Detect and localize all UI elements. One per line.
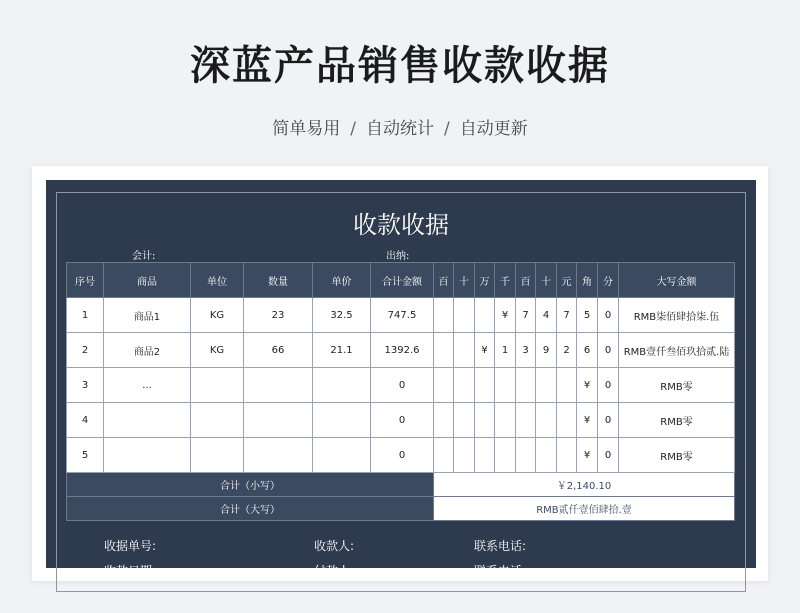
cashier-label: 出纳: <box>386 251 410 262</box>
digit-cell: 1 <box>495 333 516 368</box>
digit-cell: 0 <box>598 438 619 473</box>
payee-phone-label: 联系电话: <box>474 539 527 553</box>
digit-cell: ¥ <box>577 368 598 403</box>
column-header: 十 <box>454 263 475 298</box>
total-amount-cell: 0 <box>371 438 434 473</box>
digit-cell <box>454 438 475 473</box>
total-amount-cell: 1392.6 <box>371 333 434 368</box>
feature-tags <box>0 114 800 139</box>
table-row <box>67 333 735 368</box>
item-cell: 商品2 <box>104 333 191 368</box>
digit-cell <box>454 368 475 403</box>
digit-cell: 0 <box>598 368 619 403</box>
digit-cell: 0 <box>598 403 619 438</box>
row-number-cell: 1 <box>67 298 104 333</box>
unit-cell <box>191 368 244 403</box>
accountant-label: 会计: <box>132 251 156 262</box>
table-row <box>67 438 735 473</box>
item-cell <box>104 438 191 473</box>
item-cell: ... <box>104 368 191 403</box>
total-small-label: 合计（小写） <box>67 473 434 497</box>
receipt-table <box>66 262 735 521</box>
digit-cell <box>475 298 495 333</box>
unit-price-cell <box>313 403 371 438</box>
digit-cell <box>516 403 536 438</box>
digit-cell <box>557 368 577 403</box>
digit-cell: 5 <box>577 298 598 333</box>
receipt-number-label: 收据单号: <box>104 539 157 553</box>
digit-cell <box>434 403 454 438</box>
row-number-cell: 3 <box>67 368 104 403</box>
total-upper-row <box>67 497 735 521</box>
column-header: 分 <box>598 263 619 298</box>
digit-cell <box>475 368 495 403</box>
total-small-value: ￥2,140.10 <box>434 473 735 497</box>
column-header: 十 <box>536 263 557 298</box>
column-header: 百 <box>434 263 454 298</box>
tag-auto-stat: 自动统计 <box>366 119 434 139</box>
quantity-cell <box>244 368 313 403</box>
table-row <box>67 368 735 403</box>
row-number-cell: 2 <box>67 333 104 368</box>
payer-label: 付款人: <box>314 564 355 578</box>
item-cell <box>104 403 191 438</box>
total-amount-cell: 747.5 <box>371 298 434 333</box>
digit-cell: ¥ <box>577 438 598 473</box>
tag-easy: 简单易用 <box>272 119 341 139</box>
digit-cell <box>475 438 495 473</box>
digit-cell <box>495 368 516 403</box>
digit-cell <box>557 438 577 473</box>
digit-cell: 4 <box>536 298 557 333</box>
digit-cell <box>557 403 577 438</box>
digit-cell <box>454 403 475 438</box>
digit-cell: ¥ <box>495 298 516 333</box>
quantity-cell: 23 <box>244 298 313 333</box>
column-header: 千 <box>495 263 516 298</box>
page-title: 深蓝产品销售收款收据 <box>190 43 610 89</box>
quantity-cell <box>244 403 313 438</box>
digit-cell <box>536 438 557 473</box>
total-upper-value: RMB贰仟壹佰肆拾.壹 <box>434 497 735 521</box>
total-upper-label: 合计（大写） <box>67 497 434 521</box>
table-header-row <box>67 263 735 298</box>
unit-price-cell: 32.5 <box>313 298 371 333</box>
column-header: 合计金额 <box>371 263 434 298</box>
digit-cell <box>454 333 475 368</box>
quantity-cell <box>244 438 313 473</box>
receipt-sheet <box>46 180 756 578</box>
table-row <box>67 403 735 438</box>
quantity-cell: 66 <box>244 333 313 368</box>
digit-cell: 9 <box>536 333 557 368</box>
digit-cell <box>434 368 454 403</box>
unit-price-cell <box>313 438 371 473</box>
payer-phone-label: 联系电话: <box>474 564 527 578</box>
unit-price-cell: 21.1 <box>313 333 371 368</box>
row-number-cell: 5 <box>67 438 104 473</box>
column-header: 角 <box>577 263 598 298</box>
digit-cell <box>495 403 516 438</box>
digit-cell: 7 <box>516 298 536 333</box>
digit-cell: ¥ <box>475 333 495 368</box>
digit-cell: 0 <box>598 298 619 333</box>
upper-amount-cell: RMB零 <box>619 438 735 473</box>
unit-cell <box>191 438 244 473</box>
digit-cell: 2 <box>557 333 577 368</box>
column-header: 大写金额 <box>619 263 735 298</box>
row-number-cell: 4 <box>67 403 104 438</box>
unit-cell: KG <box>191 333 244 368</box>
column-header: 商品 <box>104 263 191 298</box>
column-header: 百 <box>516 263 536 298</box>
unit-cell: KG <box>191 298 244 333</box>
digit-cell <box>475 403 495 438</box>
upper-amount-cell: RMB零 <box>619 368 735 403</box>
tag-auto-update: 自动更新 <box>459 119 528 139</box>
column-header: 万 <box>475 263 495 298</box>
digit-cell: ¥ <box>577 403 598 438</box>
total-amount-cell: 0 <box>371 368 434 403</box>
digit-cell <box>536 368 557 403</box>
digit-cell <box>434 438 454 473</box>
digit-cell <box>536 403 557 438</box>
column-header: 元 <box>557 263 577 298</box>
upper-amount-cell: RMB零 <box>619 403 735 438</box>
column-header: 数量 <box>244 263 313 298</box>
item-cell: 商品1 <box>104 298 191 333</box>
total-amount-cell: 0 <box>371 403 434 438</box>
digit-cell: 0 <box>598 333 619 368</box>
digit-cell: 3 <box>516 333 536 368</box>
total-small-row <box>67 473 735 497</box>
unit-price-cell <box>313 368 371 403</box>
digit-cell <box>516 438 536 473</box>
receipt-title: 收款收据 <box>353 211 449 239</box>
receipt-date-label: 收款日期: <box>104 564 157 578</box>
digit-cell <box>516 368 536 403</box>
column-header: 单位 <box>191 263 244 298</box>
column-header: 序号 <box>67 263 104 298</box>
unit-cell <box>191 403 244 438</box>
digit-cell <box>434 298 454 333</box>
digit-cell <box>495 438 516 473</box>
table-row <box>67 298 735 333</box>
tag-separator: / <box>444 119 450 139</box>
digit-cell <box>434 333 454 368</box>
digit-cell: 7 <box>557 298 577 333</box>
digit-cell <box>454 298 475 333</box>
payee-label: 收款人: <box>314 539 355 553</box>
upper-amount-cell: RMB壹仟叁佰玖拾贰.陆 <box>619 333 735 368</box>
column-header: 单价 <box>313 263 371 298</box>
digit-cell: 6 <box>577 333 598 368</box>
tag-separator: / <box>350 119 356 139</box>
upper-amount-cell: RMB柒佰肆拾柒.伍 <box>619 298 735 333</box>
